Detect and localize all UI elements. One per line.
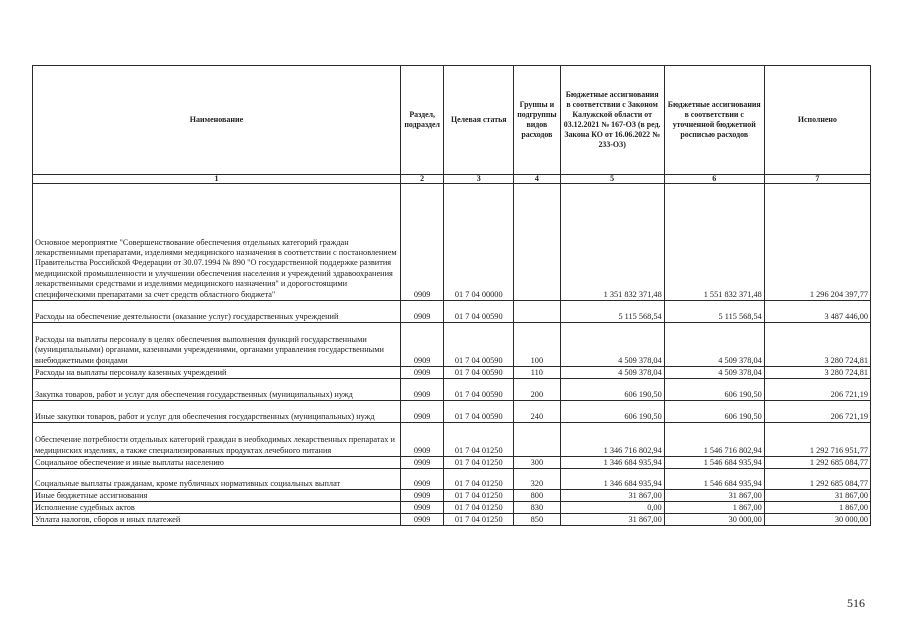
row-expense-group: 830	[514, 502, 560, 514]
row-expense-group: 110	[514, 367, 560, 379]
table-row	[33, 301, 871, 323]
row-section: 0909	[400, 502, 443, 514]
row-section: 0909	[400, 469, 443, 490]
row-expense-group: 850	[514, 514, 560, 526]
row-section: 0909	[400, 514, 443, 526]
row-revised-amount: 5 115 568,54	[664, 301, 764, 323]
column-number: 6	[664, 175, 764, 184]
row-law-amount: 31 867,00	[560, 514, 664, 526]
row-section: 0909	[400, 379, 443, 401]
row-target-article: 01 7 04 00590	[444, 323, 514, 367]
row-name: Иные закупки товаров, работ и услуг для обеспечения государственных (муниципальных) нужд	[33, 401, 401, 423]
row-expense-group: 800	[514, 490, 560, 502]
row-expense-group: 240	[514, 401, 560, 423]
column-number: 4	[514, 175, 560, 184]
row-law-amount: 31 867,00	[560, 490, 664, 502]
row-section: 0909	[400, 367, 443, 379]
table-row	[33, 457, 871, 469]
row-revised-amount: 1 551 832 371,48	[664, 184, 764, 301]
row-law-amount: 4 509 378,04	[560, 367, 664, 379]
row-section: 0909	[400, 301, 443, 323]
row-section: 0909	[400, 457, 443, 469]
column-number: 1	[33, 175, 401, 184]
column-number: 3	[444, 175, 514, 184]
row-section: 0909	[400, 423, 443, 457]
row-target-article: 01 7 04 01250	[444, 469, 514, 490]
row-name: Расходы на выплаты персоналу в целях обеспечения выполнения функций государственными (муниципальными) органами, казенными учреждениями, органами управления государственными внебюджетными фондами	[33, 323, 401, 367]
row-executed-amount: 3 280 724,81	[764, 323, 870, 367]
header-executed: Исполнено	[764, 66, 870, 175]
row-law-amount: 0,00	[560, 502, 664, 514]
row-law-amount: 1 346 716 802,94	[560, 423, 664, 457]
row-name: Иные бюджетные ассигнования	[33, 490, 401, 502]
row-target-article: 01 7 04 00590	[444, 379, 514, 401]
row-law-amount: 1 346 684 935,94	[560, 457, 664, 469]
column-number: 7	[764, 175, 870, 184]
row-revised-amount: 30 000,00	[664, 514, 764, 526]
header-name: Наименование	[33, 66, 401, 175]
row-revised-amount: 4 509 378,04	[664, 323, 764, 367]
row-executed-amount: 206 721,19	[764, 379, 870, 401]
row-executed-amount: 1 292 685 084,77	[764, 469, 870, 490]
row-name: Обеспечение потребности отдельных категорий граждан в необходимых лекарственных препаратах и медицинских изделиях, а также специализированных продуктах лечебного питания	[33, 423, 401, 457]
table-row	[33, 514, 871, 526]
row-section: 0909	[400, 323, 443, 367]
header-section: Раздел, подраздел	[400, 66, 443, 175]
row-executed-amount: 31 867,00	[764, 490, 870, 502]
row-revised-amount: 31 867,00	[664, 490, 764, 502]
row-target-article: 01 7 04 00590	[444, 367, 514, 379]
row-revised-amount: 606 190,50	[664, 401, 764, 423]
row-law-amount: 4 509 378,04	[560, 323, 664, 367]
row-name: Уплата налогов, сборов и иных платежей	[33, 514, 401, 526]
row-expense-group: 300	[514, 457, 560, 469]
row-executed-amount: 1 292 685 084,77	[764, 457, 870, 469]
row-revised-amount: 1 546 716 802,94	[664, 423, 764, 457]
row-target-article: 01 7 04 00590	[444, 401, 514, 423]
row-name: Основное мероприятие "Совершенствование обеспечения отдельных категорий граждан лекарственными препаратами, изделиями медицинского назначения в соответствии с постановлением Правительства Российской Федерации от 30.07.1994 № 890 "О государственной поддержке развития медицинской промышленности и улучшении обеспечения населения и учреждений здравоохранения лекарственными средствами и изделиями медицинского назначения" и дорогостоящими специфическими препаратами за счет средств областного бюджета"	[33, 184, 401, 301]
row-name: Закупка товаров, работ и услуг для обеспечения государственных (муниципальных) нужд	[33, 379, 401, 401]
row-name: Социальные выплаты гражданам, кроме публичных нормативных социальных выплат	[33, 469, 401, 490]
row-law-amount: 606 190,50	[560, 379, 664, 401]
row-name: Расходы на выплаты персоналу казенных учреждений	[33, 367, 401, 379]
row-name: Расходы на обеспечение деятельности (оказание услуг) государственных учреждений	[33, 301, 401, 323]
row-executed-amount: 3 280 724,81	[764, 367, 870, 379]
table-header-row	[33, 66, 871, 175]
row-expense-group	[514, 423, 560, 457]
row-revised-amount: 1 546 684 935,94	[664, 469, 764, 490]
row-target-article: 01 7 04 01250	[444, 457, 514, 469]
table-row	[33, 423, 871, 457]
row-name: Исполнение судебных актов	[33, 502, 401, 514]
table-row	[33, 379, 871, 401]
row-executed-amount: 3 487 446,00	[764, 301, 870, 323]
row-target-article: 01 7 04 00000	[444, 184, 514, 301]
row-target-article: 01 7 04 01250	[444, 502, 514, 514]
row-law-amount: 5 115 568,54	[560, 301, 664, 323]
page-number: 516	[847, 596, 865, 610]
row-section: 0909	[400, 401, 443, 423]
row-revised-amount: 4 509 378,04	[664, 367, 764, 379]
header-law-allocations: Бюджетные ассигнования в соответствии с Законом Калужской области от 03.12.2021 № 167-ОЗ (в ред. Закона КО от 16.06.2022 № 233-ОЗ)	[560, 66, 664, 175]
budget-execution-table	[32, 65, 871, 526]
row-name: Социальное обеспечение и иные выплаты населению	[33, 457, 401, 469]
row-section: 0909	[400, 490, 443, 502]
table-row	[33, 502, 871, 514]
row-executed-amount: 1 292 716 951,77	[764, 423, 870, 457]
row-executed-amount: 30 000,00	[764, 514, 870, 526]
table-row	[33, 401, 871, 423]
column-number: 5	[560, 175, 664, 184]
table-body	[33, 184, 871, 526]
row-expense-group: 320	[514, 469, 560, 490]
table-row	[33, 469, 871, 490]
row-law-amount: 606 190,50	[560, 401, 664, 423]
row-executed-amount: 1 867,00	[764, 502, 870, 514]
table-row	[33, 367, 871, 379]
row-target-article: 01 7 04 01250	[444, 514, 514, 526]
row-expense-group	[514, 184, 560, 301]
row-expense-group: 200	[514, 379, 560, 401]
row-revised-amount: 1 546 684 935,94	[664, 457, 764, 469]
row-expense-group	[514, 301, 560, 323]
column-number: 2	[400, 175, 443, 184]
row-revised-amount: 606 190,50	[664, 379, 764, 401]
row-section: 0909	[400, 184, 443, 301]
row-law-amount: 1 351 832 371,48	[560, 184, 664, 301]
table-row	[33, 184, 871, 301]
row-revised-amount: 1 867,00	[664, 502, 764, 514]
header-revised-allocations: Бюджетные ассигнования в соответствии с уточненной бюджетной росписью расходов	[664, 66, 764, 175]
table-row	[33, 323, 871, 367]
table-row	[33, 490, 871, 502]
row-executed-amount: 206 721,19	[764, 401, 870, 423]
column-number-row	[33, 175, 871, 184]
header-expense-group: Группы и подгруппы видов расходов	[514, 66, 560, 175]
row-law-amount: 1 346 684 935,94	[560, 469, 664, 490]
row-target-article: 01 7 04 01250	[444, 423, 514, 457]
row-expense-group: 100	[514, 323, 560, 367]
row-target-article: 01 7 04 01250	[444, 490, 514, 502]
header-target-article: Целевая статья	[444, 66, 514, 175]
row-executed-amount: 1 296 204 397,77	[764, 184, 870, 301]
row-target-article: 01 7 04 00590	[444, 301, 514, 323]
